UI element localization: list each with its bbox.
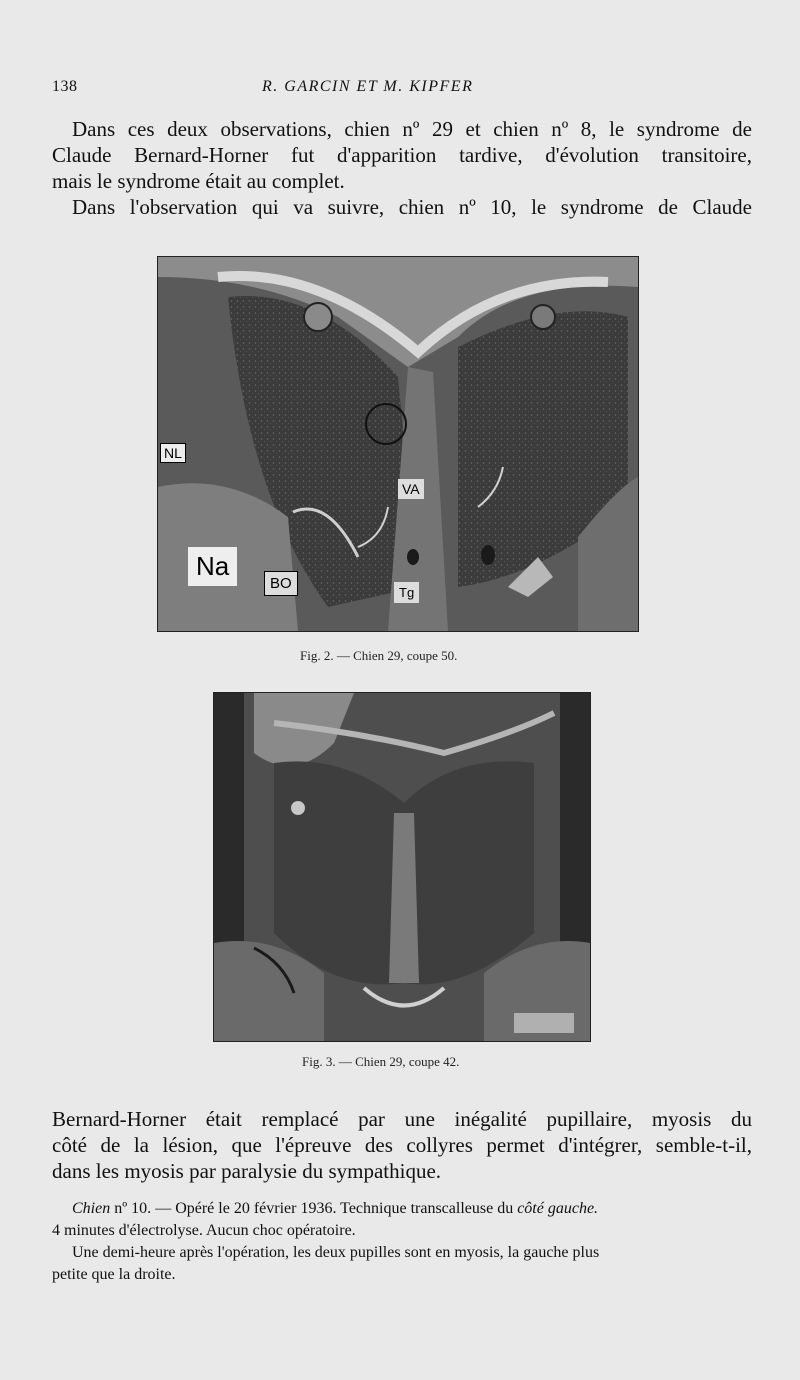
intro-line-3: mais le syndrome était au complet. <box>52 169 345 193</box>
label-va: VA <box>398 479 424 499</box>
case-line-3: Une demi-heure après l'opération, les deux pupilles sont en myosis, la gauche plus <box>72 1244 600 1261</box>
case-text-1: — Opéré le 20 février 1936. Technique transcalleuse du <box>151 1200 518 1217</box>
intro-line-4: Dans l'observation qui va suivre, chien nº 10, le syndrome de Claude <box>72 195 752 219</box>
case-side: côté gauche. <box>517 1200 599 1217</box>
page-header <box>52 78 752 100</box>
running-head: R. GARCIN ET M. KIPFER <box>262 78 474 95</box>
case-line-2: 4 minutes d'électrolyse. Aucun choc opératoire. <box>52 1222 356 1239</box>
figure-2-caption: Fig. 2. — Chien 29, coupe 50. <box>300 648 458 663</box>
continuation-line-2: côté de la lésion, que l'épreuve des collyres permet d'intégrer, semble-t-il, <box>52 1133 752 1157</box>
intro-line-1: Dans ces deux observations, chien nº 29 et chien nº 8, le syndrome de <box>72 117 752 141</box>
label-na: Na <box>188 547 237 586</box>
case-number: nº 10. <box>114 1200 152 1217</box>
label-bo: BO <box>264 571 298 596</box>
continuation-paragraph <box>52 1106 752 1184</box>
continuation-line-3: dans les myosis par paralysie du sympathique. <box>52 1159 442 1183</box>
intro-line-2: Claude Bernard-Horner fut d'apparition tardive, d'évolution transitoire, <box>52 143 752 167</box>
continuation-line-1: Bernard-Horner était remplacé par une inégalité pupillaire, myosis du <box>52 1107 752 1131</box>
intro-paragraph <box>52 116 752 220</box>
page-number: 138 <box>52 78 78 95</box>
figure-3-caption: Fig. 3. — Chien 29, coupe 42. <box>302 1054 460 1069</box>
case-report <box>52 1198 752 1286</box>
brain-section-image-2 <box>214 693 590 1041</box>
figure-2-micrograph <box>157 256 639 632</box>
label-tg: Tg <box>394 582 419 603</box>
case-line-1 <box>52 1198 752 1220</box>
label-nl: NL <box>160 443 186 463</box>
figure-3-micrograph <box>213 692 591 1042</box>
case-subject: Chien <box>72 1200 111 1217</box>
case-line-4: petite que la droite. <box>52 1266 176 1283</box>
